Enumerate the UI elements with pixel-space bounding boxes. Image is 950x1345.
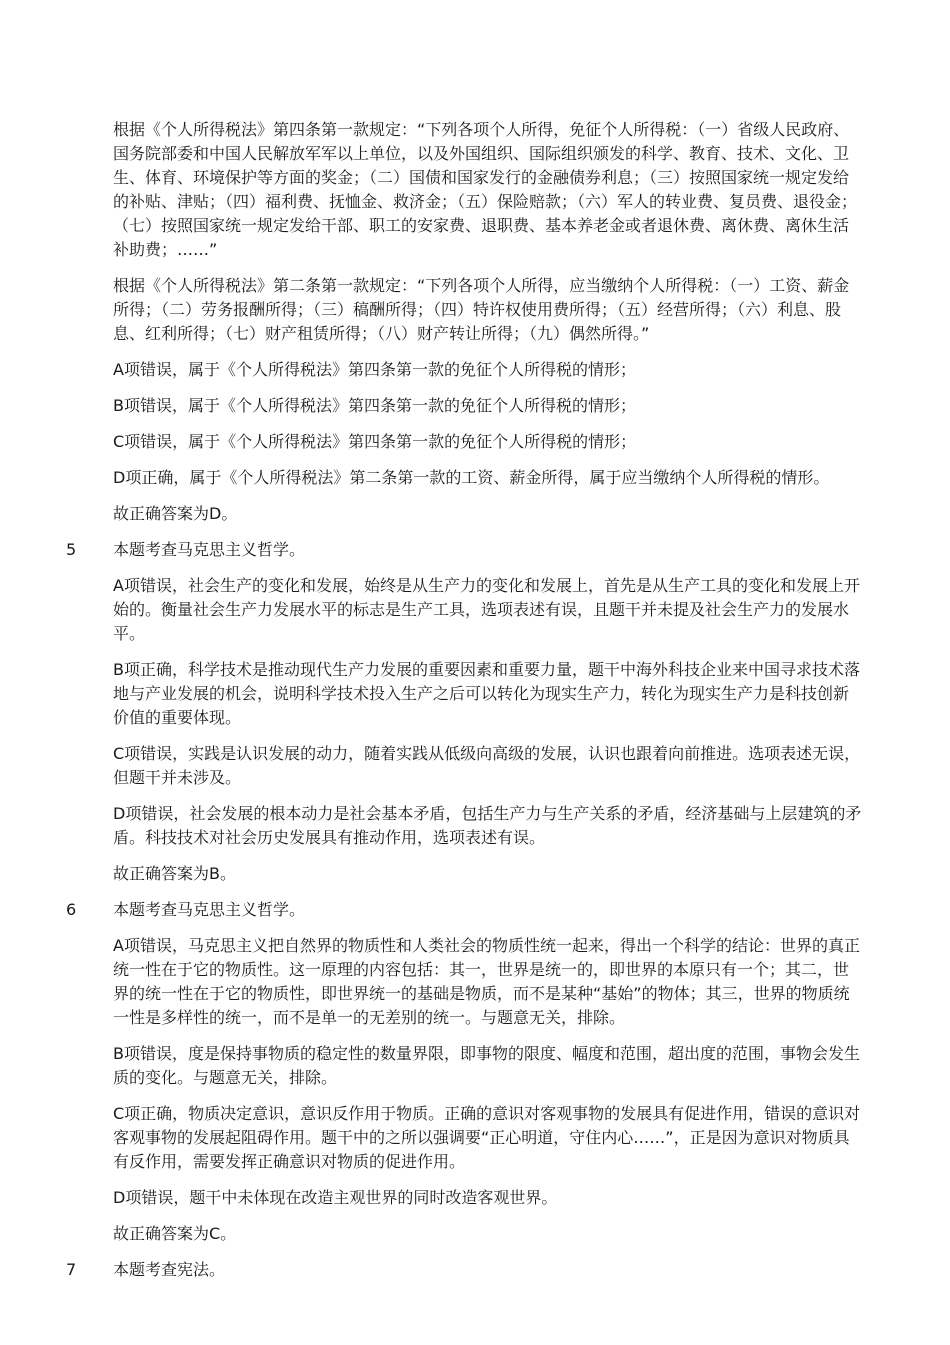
question-number: 5 — [66, 540, 77, 559]
paragraph: B项错误，属于《个人所得税法》第四条第一款的免征个人所得税的情形； — [113, 396, 636, 415]
question-7 — [0, 1258, 950, 1282]
paragraph: A项错误，社会生产的变化和发展，始终是从生产力的变化和发展上，首先是从生产工具的变化和发展上开始的。衡量社会生产力发展水平的标志是生产工具，选项表述有误，且题干并未提及社会生产力的发展水平。 — [113, 576, 860, 643]
question-header — [66, 538, 862, 562]
question-topic: 本题考查马克思主义哲学。 — [113, 540, 306, 559]
question-header — [66, 898, 862, 922]
paragraph: C项错误，属于《个人所得税法》第四条第一款的免征个人所得税的情形； — [113, 432, 637, 451]
paragraph: 根据《个人所得税法》第二条第一款规定：“下列各项个人所得，应当缴纳个人所得税：（一）工资、薪金所得；（二）劳务报酬所得；（三）稿酬所得；（四）特许权使用费所得；（五）经营所得；（六）利息、股息、红利所得；（七）财产租赁所得；（八）财产转让所得；（九）偶然所得。” — [113, 276, 850, 343]
question-header — [66, 1258, 862, 1282]
paragraph: D项正确，属于《个人所得税法》第二条第一款的工资、薪金所得，属于应当缴纳个人所得税的情形。 — [113, 468, 830, 487]
question-topic: 本题考查马克思主义哲学。 — [113, 900, 306, 919]
paragraph: C项错误，实践是认识发展的动力，随着实践从低级向高级的发展，认识也跟着向前推进。选项表述无误，但题干并未涉及。 — [113, 744, 861, 787]
paragraph: A项错误，马克思主义把自然界的物质性和人类社会的物质性统一起来，得出一个科学的结论：世界的真正统一性在于它的物质性。这一原理的内容包括：其一，世界是统一的，即世界的本原只有一个；其二，世界的统一性在于它的物质性，即世界统一的基础是物质，而不是某种“基始”的物体；其三，世界的物质统一性是多样性的统一，而不是单一的无差别的统一。与题意无关，排除。 — [113, 936, 860, 1027]
question-topic: 本题考查宪法。 — [113, 1260, 226, 1279]
paragraph: D项错误，社会发展的根本动力是社会基本矛盾，包括生产力与生产关系的矛盾，经济基础与上层建筑的矛盾。科技技术对社会历史发展具有推动作用，选项表述有误。 — [113, 804, 862, 847]
question-number: 7 — [66, 1260, 77, 1279]
paragraph: A项错误，属于《个人所得税法》第四条第一款的免征个人所得税的情形； — [113, 360, 636, 379]
paragraph: B项正确，科学技术是推动现代生产力发展的重要因素和重要力量，题干中海外科技企业来中国寻求技术落地与产业发展的机会，说明科学技术投入生产之后可以转化为现实生产力，转化为现实生产力是科技创新价值的重要体现。 — [113, 660, 860, 727]
answer-line: 故正确答案为D。 — [113, 504, 238, 523]
question-5 — [0, 538, 950, 886]
paragraph: B项错误，度是保持事物质的稳定性的数量界限，即事物的限度、幅度和范围，超出度的范围，事物会发生质的变化。与题意无关，排除。 — [113, 1044, 860, 1087]
paragraph: 根据《个人所得税法》第四条第一款规定：“下列各项个人所得，免征个人所得税：（一）省级人民政府、国务院部委和中国人民解放军军以上单位，以及外国组织、国际组织颁发的科学、教育、技术、文化、卫生、体育、环境保护等方面的奖金；（二）国债和国家发行的金融债券利息；（三）按照国家统一规定发给的补贴、津贴；（四）福利费、抚恤金、救济金；（五）保险赔款；（六）军人的转业费、复员费、退役金；（七）按照国家统一规定发给干部、职工的安家费、退职费、基本养老金或者退休费、离休费、离休生活补助费；……” — [113, 120, 858, 259]
question-number: 6 — [66, 900, 77, 919]
paragraph: D项错误，题干中未体现在改造主观世界的同时改造客观世界。 — [113, 1188, 558, 1207]
paragraph: C项正确，物质决定意识，意识反作用于物质。正确的意识对客观事物的发展具有促进作用，错误的意识对客观事物的发展起阻碍作用。题干中的之所以强调要“正心明道，守住内心……”，正是因为意识对物质具有反作用，需要发挥正确意识对物质的促进作用。 — [113, 1104, 861, 1171]
document-page — [0, 118, 950, 1294]
answer-line: 故正确答案为B。 — [113, 864, 236, 883]
question-6 — [0, 898, 950, 1246]
answer-line: 故正确答案为C。 — [113, 1224, 237, 1243]
intro-section — [0, 118, 950, 526]
